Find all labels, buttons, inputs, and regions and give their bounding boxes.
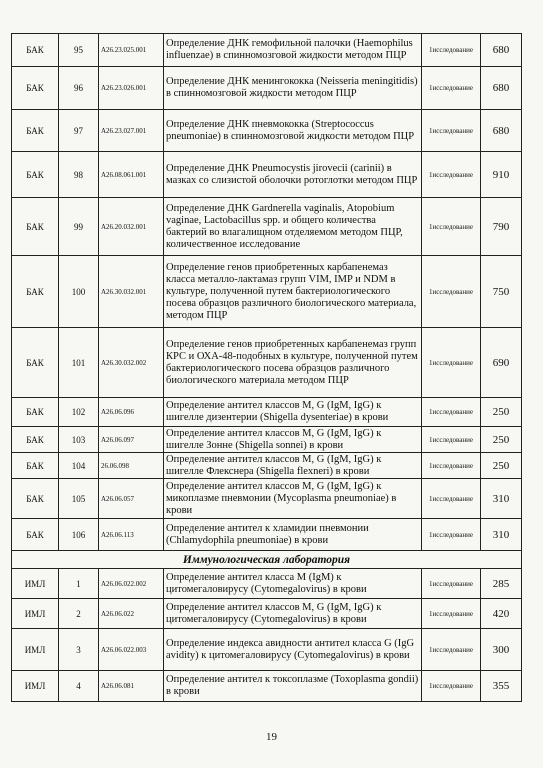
service-code-cell: A26.06.022 [99,599,164,629]
table-row [12,198,522,256]
page-number: 19 [266,731,277,743]
department-cell: ИМЛ [12,671,59,702]
table-row [12,519,522,551]
price-cell: 680 [481,34,522,67]
unit-cell: 1исследование [422,453,481,479]
unit-cell: 1исследование [422,519,481,551]
row-number-cell: 102 [59,398,99,427]
service-name-cell: Определение ДНК пневмококка (Streptococcus pneumoniae) в спинномозговой жидкости методом ПЦР [164,110,422,152]
table-row [12,427,522,453]
unit-cell: 1исследование [422,67,481,110]
service-name-cell: Определение антител классов M, G (IgM, IgG) к цитомегаловирусу (Cytomegalovirus) в крови [164,599,422,629]
unit-cell: 1исследование [422,110,481,152]
row-number-cell: 99 [59,198,99,256]
table-row [12,110,522,152]
service-code-cell: A26.06.057 [99,479,164,519]
price-cell: 355 [481,671,522,702]
service-name-cell: Определение антител классов M, G (IgM, IgG) к шигелле Флекснера (Shigella flexneri) в крови [164,453,422,479]
department-cell: БАК [12,110,59,152]
price-cell: 680 [481,110,522,152]
price-cell: 285 [481,569,522,599]
service-name-cell: Определение антител к токсоплазме (Toxoplasma gondii) в крови [164,671,422,702]
service-name-cell: Определение ДНК Pneumocystis jirovecii (carinii) в мазках со слизистой оболочки ротоглотки методом ПЦР [164,152,422,198]
table-row [12,453,522,479]
department-cell: БАК [12,328,59,398]
service-name-cell: Определение антител классов M, G (IgM, IgG) к микоплазме пневмонии (Mycoplasma pneumoniae) в крови [164,479,422,519]
section-title: Иммунологическая лаборатория [12,551,522,569]
unit-cell: 1исследование [422,328,481,398]
row-number-cell: 97 [59,110,99,152]
service-name-cell: Определение антител классов M, G (IgM, IgG) к шигелле Зонне (Shigella sonnei) в крови [164,427,422,453]
department-cell: БАК [12,198,59,256]
service-name-cell: Определение антител классов M, G (IgM, IgG) к шигелле дизентерии (Shigella dysenteriae) в крови [164,398,422,427]
price-cell: 790 [481,198,522,256]
table-row [12,67,522,110]
service-name-cell: Определение антител класса M (IgM) к цитомегаловирусу (Cytomegalovirus) в крови [164,569,422,599]
service-code-cell: A26.23.027.001 [99,110,164,152]
row-number-cell: 105 [59,479,99,519]
service-name-cell: Определение антител к хламидии пневмонии (Chlamydophila pneumoniae) в крови [164,519,422,551]
service-code-cell: 26.06.098 [99,453,164,479]
price-table [11,33,522,702]
row-number-cell: 106 [59,519,99,551]
row-number-cell: 103 [59,427,99,453]
department-cell: БАК [12,398,59,427]
department-cell: БАК [12,34,59,67]
price-cell: 310 [481,479,522,519]
service-code-cell: A26.06.096 [99,398,164,427]
section-header-row [12,551,522,569]
table-row [12,34,522,67]
department-cell: БАК [12,519,59,551]
service-code-cell: A26.06.081 [99,671,164,702]
row-number-cell: 100 [59,256,99,328]
row-number-cell: 101 [59,328,99,398]
unit-cell: 1исследование [422,34,481,67]
department-cell: БАК [12,256,59,328]
row-number-cell: 95 [59,34,99,67]
row-number-cell: 96 [59,67,99,110]
table-row [12,671,522,702]
price-cell: 690 [481,328,522,398]
service-code-cell: A26.06.022.002 [99,569,164,599]
department-cell: ИМЛ [12,599,59,629]
row-number-cell: 4 [59,671,99,702]
service-code-cell: A26.30.032.002 [99,328,164,398]
service-name-cell: Определение генов приобретенных карбапенемаз класса металло-лактамаз групп VIM, IMP и NDM в культуре, полученной путем бактериологического посева образцов различного биологического материала, методом ПЦР [164,256,422,328]
service-code-cell: A26.08.061.001 [99,152,164,198]
department-cell: БАК [12,427,59,453]
unit-cell: 1исследование [422,569,481,599]
service-name-cell: Определение генов приобретенных карбапенемаз групп КРС и ОХА-48-подобных в культуре, полученной путем бактериологического посева образцов различного биологического материала методом ПЦР [164,328,422,398]
table-row [12,599,522,629]
service-code-cell: A26.30.032.001 [99,256,164,328]
price-cell: 420 [481,599,522,629]
table-row [12,479,522,519]
unit-cell: 1исследование [422,599,481,629]
row-number-cell: 98 [59,152,99,198]
service-code-cell: A26.06.022.003 [99,629,164,671]
price-cell: 910 [481,152,522,198]
service-name-cell: Определение ДНК Gardnerella vaginalis, Atopobium vaginae, Lactobacillus spp. и общего количества бактерий во влагалищном отделяемом методом ПЦР, количественное исследование [164,198,422,256]
price-cell: 310 [481,519,522,551]
service-code-cell: A26.23.026.001 [99,67,164,110]
row-number-cell: 1 [59,569,99,599]
price-cell: 300 [481,629,522,671]
table-row [12,398,522,427]
unit-cell: 1исследование [422,398,481,427]
table-row [12,569,522,599]
table-row [12,629,522,671]
price-cell: 680 [481,67,522,110]
table-row [12,328,522,398]
table-row [12,256,522,328]
service-name-cell: Определение индекса авидности антител класса G (IgG avidity) к цитомегаловирусу (Cytomegalovirus) в крови [164,629,422,671]
service-code-cell: A26.06.113 [99,519,164,551]
row-number-cell: 104 [59,453,99,479]
department-cell: БАК [12,453,59,479]
unit-cell: 1исследование [422,479,481,519]
service-code-cell: A26.20.032.001 [99,198,164,256]
service-name-cell: Определение ДНК менингококка (Neisseria meningitidis) в спинномозговой жидкости методом ПЦР [164,67,422,110]
unit-cell: 1исследование [422,256,481,328]
department-cell: ИМЛ [12,569,59,599]
department-cell: БАК [12,152,59,198]
unit-cell: 1исследование [422,629,481,671]
unit-cell: 1исследование [422,198,481,256]
price-cell: 250 [481,398,522,427]
department-cell: БАК [12,479,59,519]
unit-cell: 1исследование [422,427,481,453]
service-code-cell: A26.23.025.001 [99,34,164,67]
department-cell: БАК [12,67,59,110]
table-row [12,152,522,198]
price-cell: 750 [481,256,522,328]
department-cell: ИМЛ [12,629,59,671]
service-code-cell: A26.06.097 [99,427,164,453]
price-cell: 250 [481,453,522,479]
price-cell: 250 [481,427,522,453]
service-name-cell: Определение ДНК гемофильной палочки (Haemophilus influenzae) в спинномозговой жидкости методом ПЦР [164,34,422,67]
unit-cell: 1исследование [422,671,481,702]
row-number-cell: 2 [59,599,99,629]
unit-cell: 1исследование [422,152,481,198]
row-number-cell: 3 [59,629,99,671]
